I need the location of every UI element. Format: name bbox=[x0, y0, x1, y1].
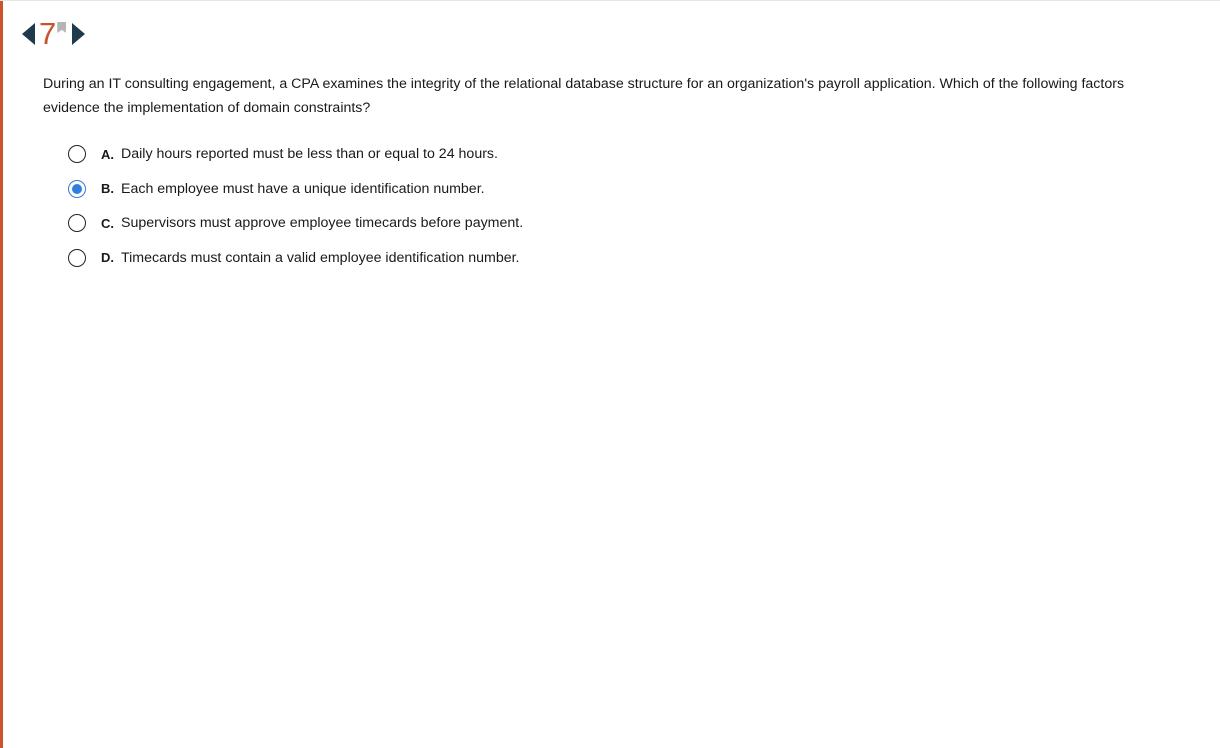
answer-options bbox=[68, 137, 523, 275]
radio-button-c[interactable] bbox=[68, 214, 86, 232]
option-letter: B. bbox=[101, 181, 114, 197]
option-b[interactable] bbox=[68, 172, 523, 207]
option-d[interactable] bbox=[68, 241, 523, 276]
next-question-icon[interactable] bbox=[72, 23, 85, 45]
radio-button-a[interactable] bbox=[68, 145, 86, 163]
question-navigation bbox=[22, 17, 85, 51]
option-a[interactable] bbox=[68, 137, 523, 172]
previous-question-icon[interactable] bbox=[22, 23, 35, 45]
bookmark-flag-icon[interactable] bbox=[57, 22, 66, 33]
option-letter: D. bbox=[101, 250, 114, 266]
option-letter: A. bbox=[101, 146, 114, 162]
question-number: 7 bbox=[39, 16, 57, 51]
option-text: Supervisors must approve employee timecards before payment. bbox=[121, 215, 524, 232]
radio-button-d[interactable] bbox=[68, 249, 86, 267]
radio-button-b[interactable] bbox=[68, 180, 86, 198]
option-text: Daily hours reported must be less than or equal to 24 hours. bbox=[121, 146, 498, 163]
option-text: Timecards must contain a valid employee identification number. bbox=[121, 249, 520, 266]
radio-selected-dot bbox=[72, 184, 82, 194]
option-letter: C. bbox=[101, 215, 114, 231]
question-text: During an IT consulting engagement, a CPA examines the integrity of the relational database structure for an organization's payroll application. Which of the following factors evidence the implementation of domain constraints? bbox=[43, 76, 1125, 116]
option-c[interactable] bbox=[68, 206, 523, 241]
option-text: Each employee must have a unique identification number. bbox=[121, 180, 485, 197]
left-accent-bar bbox=[0, 1, 3, 748]
